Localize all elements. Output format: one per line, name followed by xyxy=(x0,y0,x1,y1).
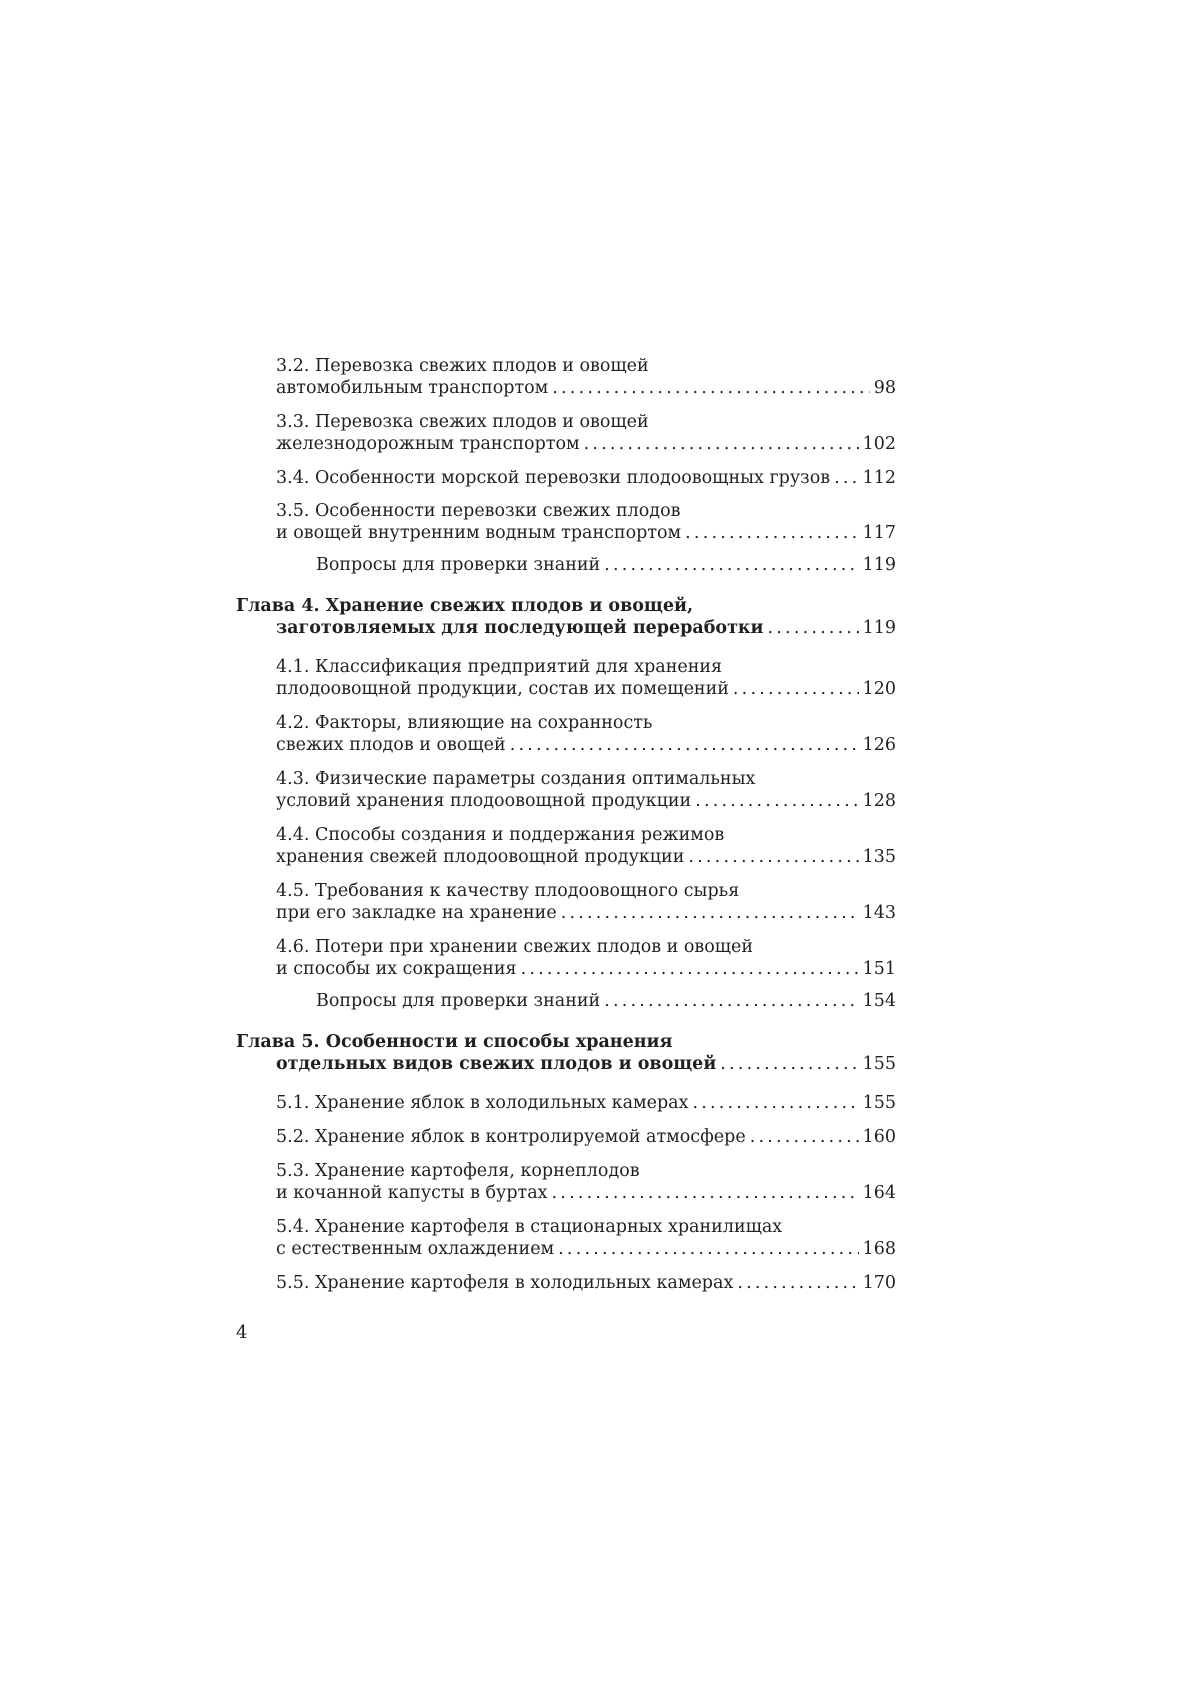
dot-leader xyxy=(584,433,859,455)
toc-page-number: 112 xyxy=(862,468,896,488)
toc-entry-questions xyxy=(316,554,896,576)
toc-page-number: 102 xyxy=(862,434,896,454)
dot-leader xyxy=(692,1092,858,1114)
toc-entry-title-continued: и способы их сокращения xyxy=(276,959,517,979)
toc-entry-chapter-5 xyxy=(236,1031,896,1075)
toc-entry-title-continued: плодоовощной продукции, состав их помещений xyxy=(276,679,729,699)
toc-entry-5-5 xyxy=(276,1272,896,1294)
toc-page-number: 151 xyxy=(862,959,896,979)
toc-page-number: 170 xyxy=(862,1273,896,1293)
toc-entry-title-continued: с естественным охлаждением xyxy=(276,1239,555,1259)
toc-entry-title: 5.2. Хранение яблок в контролируемой атмосфере xyxy=(276,1127,746,1147)
toc-page-number: 164 xyxy=(862,1183,896,1203)
page-number: 4 xyxy=(236,1322,248,1343)
toc-page-number: 126 xyxy=(862,735,896,755)
toc-entry-title: 5.1. Хранение яблок в холодильных камерах xyxy=(276,1093,689,1113)
toc-page-number: 117 xyxy=(862,523,896,543)
toc-entry-title: 4.6. Потери при хранении свежих плодов и овощей xyxy=(276,937,754,957)
toc-entry-title-continued: хранения свежей плодоовощной продукции xyxy=(276,847,685,867)
toc-page-number: 143 xyxy=(862,903,896,923)
toc-entry-4-5 xyxy=(276,880,896,924)
toc-page-number: 120 xyxy=(862,679,896,699)
toc-entry-3-4 xyxy=(276,467,896,489)
dot-leader xyxy=(552,1182,859,1204)
toc-entry-5-3 xyxy=(276,1160,896,1204)
dot-leader xyxy=(552,377,869,399)
toc-entry-chapter-4 xyxy=(236,595,896,639)
toc-entry-title: 4.1. Классификация предприятий для хранения xyxy=(276,657,723,677)
toc-page-number: 168 xyxy=(862,1239,896,1259)
dot-leader xyxy=(750,1126,859,1148)
toc-entry-title: 3.2. Перевозка свежих плодов и овощей xyxy=(276,356,649,376)
toc-page-number: 154 xyxy=(862,991,896,1011)
dot-leader xyxy=(768,617,859,639)
dot-leader xyxy=(561,902,859,924)
dot-leader xyxy=(558,1238,858,1260)
toc-entry-questions xyxy=(316,990,896,1012)
dot-leader xyxy=(733,678,859,700)
dot-leader xyxy=(834,467,859,489)
toc-entry-3-3 xyxy=(276,411,896,455)
dot-leader xyxy=(737,1272,858,1294)
dot-leader xyxy=(510,734,859,756)
dot-leader xyxy=(521,958,859,980)
toc-entry-title-continued: и кочанной капусты в буртах xyxy=(276,1183,548,1203)
toc-page-number: 155 xyxy=(862,1054,896,1074)
toc-entry-title-continued: свежих плодов и овощей xyxy=(276,735,506,755)
toc-chapter-title-continued: отдельных видов свежих плодов и овощей xyxy=(276,1054,717,1074)
toc-page-number: 119 xyxy=(862,555,896,575)
toc-entry-5-1 xyxy=(276,1092,896,1114)
toc-entry-4-6 xyxy=(276,936,896,980)
dot-leader xyxy=(688,846,858,868)
toc-entry-title-continued: железнодорожным транспортом xyxy=(276,434,580,454)
toc-entry-4-1 xyxy=(276,656,896,700)
toc-page-number: 119 xyxy=(862,618,896,638)
toc-page-number: 155 xyxy=(862,1093,896,1113)
toc-entry-4-3 xyxy=(276,768,896,812)
toc-entry-title: 4.2. Факторы, влияющие на сохранность xyxy=(276,713,653,733)
dot-leader xyxy=(685,522,858,544)
toc-entry-title: 5.4. Хранение картофеля в стационарных хранилищах xyxy=(276,1217,783,1237)
toc-entry-title-continued: условий хранения плодоовощной продукции xyxy=(276,791,692,811)
toc-entry-title: 5.3. Хранение картофеля, корнеплодов xyxy=(276,1161,640,1181)
toc-entry-5-4 xyxy=(276,1216,896,1260)
toc-page-number: 128 xyxy=(862,791,896,811)
toc-chapter-title-continued: заготовляемых для последующей переработки xyxy=(276,618,764,638)
toc-entry-title: 5.5. Хранение картофеля в холодильных камерах xyxy=(276,1273,734,1293)
toc-entry-5-2 xyxy=(276,1126,896,1148)
toc-entry-title: 3.3. Перевозка свежих плодов и овощей xyxy=(276,412,649,432)
toc-chapter-title: Глава 5. Особенности и способы хранения xyxy=(236,1032,673,1052)
dot-leader xyxy=(604,554,858,576)
toc-page-number: 160 xyxy=(862,1127,896,1147)
toc-entry-title-continued: при его закладке на хранение xyxy=(276,903,557,923)
dot-leader xyxy=(720,1053,858,1075)
toc-page-number: 98 xyxy=(873,378,896,398)
toc-entry-4-2 xyxy=(276,712,896,756)
toc-entry-title: 4.3. Физические параметры создания оптимальных xyxy=(276,769,756,789)
toc-page-number: 135 xyxy=(862,847,896,867)
toc-entry-4-4 xyxy=(276,824,896,868)
toc-chapter-title: Глава 4. Хранение свежих плодов и овощей, xyxy=(236,596,694,616)
toc-entry-title-continued: и овощей внутренним водным транспортом xyxy=(276,523,682,543)
toc-entry-title: Вопросы для проверки знаний xyxy=(316,991,601,1011)
dot-leader xyxy=(604,990,858,1012)
toc-entry-title-continued: автомобильным транспортом xyxy=(276,378,549,398)
toc-entry-3-2 xyxy=(276,355,896,399)
toc-entry-title: 4.5. Требования к качеству плодоовощного сырья xyxy=(276,881,740,901)
toc-entry-title: 3.5. Особенности перевозки свежих плодов xyxy=(276,501,681,521)
toc-entry-title: 3.4. Особенности морской перевозки плодоовощных грузов xyxy=(276,468,831,488)
toc-entry-title: 4.4. Способы создания и поддержания режимов xyxy=(276,825,725,845)
dot-leader xyxy=(695,790,858,812)
toc-entry-3-5 xyxy=(276,500,896,544)
toc-entry-title: Вопросы для проверки знаний xyxy=(316,555,601,575)
